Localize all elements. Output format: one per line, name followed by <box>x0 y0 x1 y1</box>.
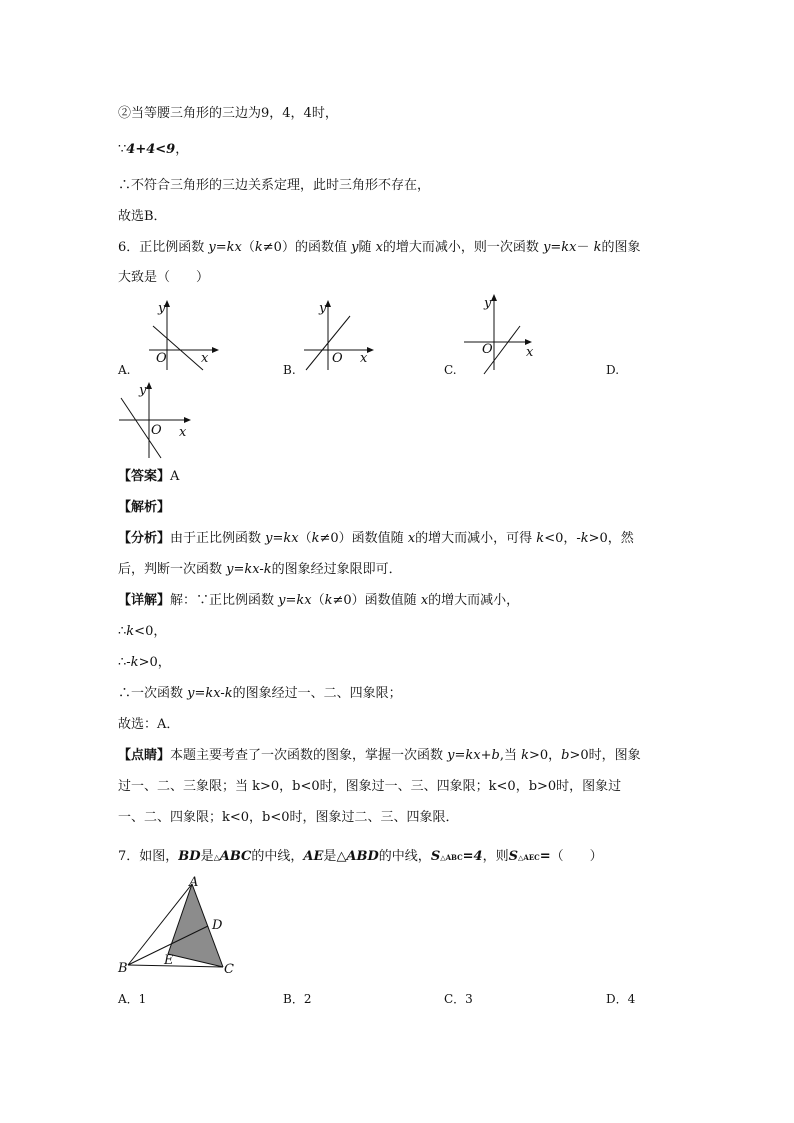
because-line <box>118 141 188 159</box>
q6-y: y <box>351 240 359 255</box>
analysis-title: 【解析】 <box>118 500 171 515</box>
therefore-line: ∴不符合三角形的三边关系定理，此时三角形不存在， <box>118 178 431 193</box>
graph-option-a <box>145 298 225 378</box>
q6-formula: y=kx <box>208 240 242 255</box>
axis-y-label: y <box>484 296 492 311</box>
q7-option-b[interactable]: B．2 <box>283 992 312 1006</box>
segment-ae: AE <box>303 849 324 864</box>
vertex-c: C <box>224 962 234 977</box>
axis-x-label: x <box>201 351 209 366</box>
area-abc-sub: △ABC <box>440 853 463 862</box>
vertex-d: D <box>212 918 223 933</box>
q6-number: 6． <box>118 240 140 255</box>
vertex-a: A <box>189 876 199 890</box>
q6-text: 的增大而减小，则一次函数 <box>382 240 544 255</box>
q7-number: 7． <box>118 849 140 864</box>
dianjing-line3: 一、二、四象限；k<0，b<0时，图象过二、三、四象限． <box>118 810 459 825</box>
origin-label: O <box>151 423 162 438</box>
origin-label: O <box>156 351 167 366</box>
punct: ， <box>175 142 189 157</box>
graph-option-c <box>462 292 542 378</box>
area-abc-value: =4 <box>462 849 483 864</box>
dianjing-line2: 过一、二、三象限；当 k>0，b<0时，图象过一、三、四象限；k<0，b>0时，图象过 <box>118 779 622 794</box>
fenxi-line2: 后，判断一次函数 y=kx-k的图象经过象限即可． <box>118 562 402 577</box>
option-a-label[interactable]: A. <box>118 363 131 377</box>
answer-label: 【答案】 <box>118 469 171 484</box>
option-d-label[interactable]: D. <box>606 363 620 377</box>
triangle-abd: △ABD <box>336 849 379 864</box>
q6-formula-2: y=kx <box>543 240 577 255</box>
area-aec-s: S <box>508 849 518 864</box>
answer-line <box>118 468 179 486</box>
segment-bd: BD <box>178 849 201 864</box>
axis-y-label: y <box>139 383 147 398</box>
because-symbol: ∵ <box>118 142 127 157</box>
q6-x: x <box>375 240 383 255</box>
graph-option-d <box>115 380 195 462</box>
detail-label: 【详解】 <box>118 593 171 608</box>
axis-x-label: x <box>179 425 187 440</box>
q6-text: 的图象 <box>601 240 641 255</box>
inequality: 4+4<9 <box>126 142 176 157</box>
dianjing-line1: 【点睛】本题主要考查了一次函数的图象，掌握一次函数 y=kx+b,当 k>0，b>0时，图象 <box>118 748 641 763</box>
step-3: ∴一次函数 y=kx-k的图象经过一、二、四象限； <box>118 686 402 701</box>
vertex-b: B <box>118 961 128 976</box>
fenxi-label: 【分析】 <box>118 531 171 546</box>
axis-y-label: y <box>158 301 166 316</box>
q6-stem-line2: 大致是（ ） <box>118 270 210 285</box>
fenxi-line1: 【分析】由于正比例函数 y=kx（k≠0）函数值随 x的增大而减小，可得 k<0，-k>0，然 <box>118 531 634 546</box>
dianjing-label: 【点睛】 <box>118 748 171 763</box>
option-c-label[interactable]: C. <box>444 363 457 377</box>
origin-label: O <box>332 351 343 366</box>
axis-x-label: x <box>526 345 534 360</box>
vertex-e: E <box>164 953 174 968</box>
q6-k-2: k <box>593 240 602 255</box>
q6-text: 正比例函数 <box>139 240 209 255</box>
q7-option-d[interactable]: D．4 <box>606 992 636 1006</box>
q7-option-a[interactable]: A．1 <box>118 992 147 1006</box>
q7-stem: 7．如图，BD是△ABC的中线，AE是△ABD的中线，S△ABC=4，则S△AEC=（ ） <box>118 849 603 864</box>
axis-x-label: x <box>360 351 368 366</box>
q6-k: k <box>254 240 263 255</box>
graph-option-b <box>300 298 380 378</box>
area-aec-sub: △AEC <box>518 853 540 862</box>
q7-option-c[interactable]: C．3 <box>444 992 473 1006</box>
step-2: ∴-k>0， <box>118 655 171 670</box>
detail-line1: 【详解】解：∵正比例函数 y=kx（k≠0）函数值随 x的增大而减小， <box>118 593 520 608</box>
step-1: ∴k<0， <box>118 624 167 639</box>
option-b-label[interactable]: B. <box>283 363 296 377</box>
choose-line: 故选：A． <box>118 717 180 732</box>
triangle-abc: ABC <box>219 849 252 864</box>
q6-stem-line1 <box>118 239 641 257</box>
prev-answer-line: 故选B． <box>118 209 167 224</box>
q6-text: ≠0）的函数值 <box>262 240 352 255</box>
case-2-text: ②当等腰三角形的三边为9，4，4时， <box>118 106 338 121</box>
q6-text: （ <box>241 240 255 255</box>
origin-label: O <box>482 342 493 357</box>
answer-value: A <box>170 469 180 484</box>
area-abc-s: S <box>430 849 441 864</box>
q7-triangle-figure <box>116 876 240 978</box>
q6-text: 随 <box>358 240 376 255</box>
q6-text: － <box>576 240 594 255</box>
axis-y-label: y <box>319 301 327 316</box>
